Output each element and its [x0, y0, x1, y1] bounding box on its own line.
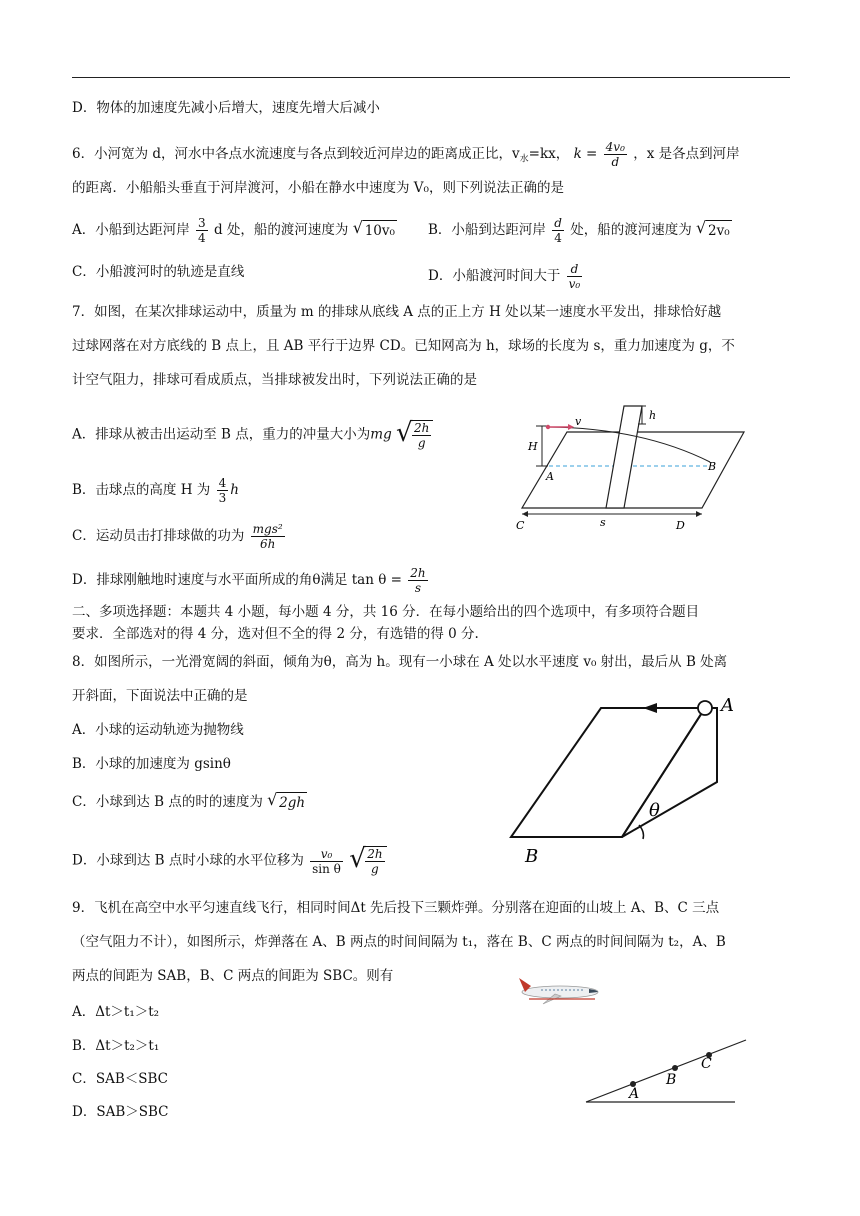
q9-stem-line3: 两点的间距为 SAB，B、C 两点的间距为 SBC。则有 — [72, 968, 394, 984]
q8-option-b: B．小球的加速度为 gsinθ — [72, 756, 231, 772]
q6-d-denominator: v₀ — [568, 277, 581, 291]
q7-stem-line3: 计空气阻力，排球可看成质点，当排球被发出时，下列说法正确的是 — [72, 372, 477, 388]
q6-b-denominator: 4 — [554, 231, 562, 245]
q6-k-fraction — [604, 140, 627, 169]
q7-c-numerator: mgs² — [252, 522, 283, 536]
q8-d-denominator: sin θ — [312, 861, 341, 876]
q7-c-denominator: 6h — [259, 537, 276, 551]
section2-line2: 要求．全部选对的得 4 分，选对但不全的得 2 分，有选错的得 0 分. — [72, 626, 479, 642]
section2-line1: 二、多项选择题：本题共 4 小题，每小题 4 分，共 16 分．在每小题给出的四个选项中，有多项符合题目 — [72, 604, 700, 620]
q6-a-text-mid: d 处，船的渡河速度为 — [213, 222, 349, 238]
q8-d-sqrt: √ $\frac{2h}{g}$ — [349, 846, 386, 876]
header-rule — [72, 77, 790, 78]
q8-stem-line1: 8．如图所示，一光滑宽阔的斜面，倾角为θ，高为 h。现有一小球在 A 处以水平速度 v₀ 射出，最后从 B 处离 — [72, 654, 728, 670]
q7-fig-label-v: v — [575, 415, 582, 428]
q8-fig-label-A: A — [721, 695, 734, 716]
q6-k-numerator: 4v₀ — [605, 140, 625, 154]
q8-option-d — [72, 846, 387, 876]
q7-a-sqrt: √ $\frac{2h}{g}$ — [396, 420, 433, 450]
q7-c-text: C．运动员击打排球做的功为 — [72, 528, 245, 544]
q6-b-text-mid: 处，船的渡河速度为 — [570, 222, 692, 238]
q6-stem-text-c: ，x 是各点到河岸 — [633, 146, 740, 162]
q7-fig-label-B: B — [708, 460, 717, 473]
q9-fig-label-C: C — [701, 1056, 712, 1072]
q6-k-symbol: k = — [573, 146, 598, 162]
q7-a-denominator: g — [417, 436, 426, 450]
q6-d-numerator: d — [567, 262, 583, 277]
q6-a-sqrt: √ 10v₀ — [352, 218, 395, 239]
q6-a-denominator: 4 — [198, 231, 206, 245]
q7-d-text: D．排球刚触地时速度与水平面所成的角θ满足 tan θ = — [72, 572, 402, 588]
q7-option-c — [72, 522, 287, 551]
q9-fig-label-A: A — [629, 1086, 640, 1102]
q8-fig-label-B: B — [525, 846, 539, 867]
q7-a-text: A．排球从被击出运动至 B 点，重力的冲量大小为 — [72, 426, 371, 443]
q8-d-fraction — [310, 847, 343, 876]
q8-d-numerator: v₀ — [310, 847, 343, 862]
q8-c-sqrt: √ 2gh — [267, 790, 306, 811]
q8-stem-line2: 开斜面，下面说法中正确的是 — [72, 688, 248, 704]
q9-airplane-figure — [515, 972, 605, 1008]
q6-option-c: C．小船渡河时的轨迹是直线 — [72, 264, 245, 280]
q6-stem-subscript: 水 — [519, 154, 529, 165]
q6-b-text: B．小船到达距河岸 — [428, 222, 546, 238]
q6-b-numerator: d — [554, 216, 562, 230]
q6-d-fraction — [567, 262, 583, 291]
q7-b-numerator: 4 — [218, 476, 227, 490]
q7-fig-label-D: D — [676, 519, 685, 532]
q9-option-b: B．Δt＞t₂＞t₁ — [72, 1038, 160, 1054]
q8-d-sqrt-numerator: 2h — [367, 847, 383, 861]
q8-c-text: C．小球到达 B 点的时的速度为 — [72, 794, 263, 810]
q5-option-d: D．物体的加速度先减小后增大，速度先增大后减小 — [72, 100, 380, 116]
q6-a-radicand: 10v₀ — [363, 220, 397, 241]
q6-option-d — [428, 262, 584, 291]
q6-a-fraction — [196, 216, 208, 245]
q7-fig-label-C: C — [516, 519, 525, 532]
q9-option-d: D．SAB＞SBC — [72, 1104, 169, 1120]
q9-option-a: A．Δt＞t₁＞t₂ — [72, 1004, 160, 1020]
q7-c-fraction — [251, 522, 285, 551]
q6-stem-line2: 的距离．小船船头垂直于河岸渡河，小船在静水中速度为 V₀，则下列说法正确的是 — [72, 180, 564, 196]
q6-k-denominator: d — [611, 155, 620, 169]
q6-a-numerator: 3 — [198, 216, 206, 230]
q6-stem-text-b: =kx， — [528, 146, 570, 162]
q7-volleyball-court-figure — [512, 400, 752, 535]
q6-stem-text-a: 6．小河宽为 d，河水中各点水流速度与各点到较近河岸边的距离成正比，v — [72, 146, 520, 162]
q9-fig-label-B: B — [666, 1072, 677, 1088]
q7-fig-label-A: A — [546, 470, 554, 483]
q6-a-text: A．小船到达距河岸 — [72, 222, 190, 238]
q7-b-h: h — [230, 482, 239, 498]
q6-b-sqrt: √ 2v₀ — [696, 218, 730, 239]
q8-option-a: A．小球的运动轨迹为抛物线 — [72, 722, 244, 738]
q7-stem-line1: 7．如图，在某次排球运动中，质量为 m 的排球从底线 A 点的正上方 H 处以某一速度水平发出，排球恰好越 — [72, 304, 722, 320]
q7-d-denominator: s — [414, 581, 421, 595]
q8-d-sqrt-denominator: g — [371, 862, 379, 876]
q6-d-text: D．小船渡河时间大于 — [428, 268, 561, 284]
q8-option-c — [72, 792, 307, 813]
q9-stem-line2: （空气阻力不计），如图所示，炸弹落在 A、B 两点的时间间隔为 t₁，落在 B、C 两点的时间间隔为 t₂，A、B — [72, 934, 726, 950]
q8-fig-label-theta: θ — [649, 800, 660, 821]
q7-option-b — [72, 476, 239, 505]
q7-b-fraction — [217, 476, 229, 505]
q7-b-denominator: 3 — [218, 491, 227, 505]
q7-a-numerator: 2h — [414, 421, 430, 435]
q8-incline-figure — [505, 692, 755, 867]
q7-stem-line2: 过球网落在对方底线的 B 点上，且 AB 平行于边界 CD。已知网高为 h，球场的长度为 s，重力加速度为 g，不 — [72, 338, 735, 354]
q7-d-numerator: 2h — [410, 566, 426, 580]
q6-stem-line1 — [72, 140, 740, 170]
q6-b-fraction — [552, 216, 564, 245]
q9-option-c: C．SAB＜SBC — [72, 1071, 168, 1087]
q9-stem-line1: 9．飞机在高空中水平匀速直线飞行，相同时间Δt 先后投下三颗炸弹。分别落在迎面的山坡上 A、B、C 三点 — [72, 900, 720, 916]
q6-option-a — [72, 216, 397, 245]
q7-option-a — [72, 420, 433, 450]
q7-option-d — [72, 566, 430, 595]
q7-fig-label-h: h — [649, 409, 657, 422]
q7-d-fraction — [408, 566, 427, 595]
q7-fig-label-s: s — [600, 516, 606, 529]
q6-option-b — [428, 216, 732, 245]
q7-b-text: B．击球点的高度 H 为 — [72, 482, 211, 498]
q8-d-text: D．小球到达 B 点时小球的水平位移为 — [72, 852, 304, 869]
q6-b-radicand: 2v₀ — [706, 220, 732, 241]
q9-slope-figure — [582, 1034, 752, 1106]
q7-fig-label-H: H — [528, 440, 538, 453]
q8-c-radicand: 2gh — [277, 792, 307, 813]
q7-a-mg: mg — [370, 426, 392, 443]
